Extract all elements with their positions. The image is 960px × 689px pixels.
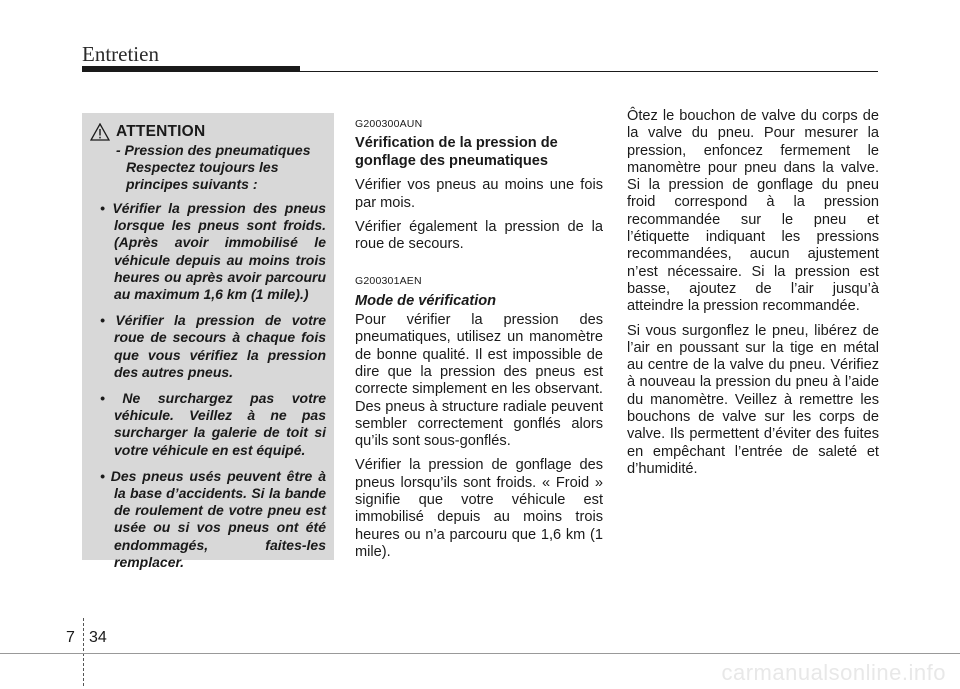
section-subheading: Mode de vérification <box>355 292 497 309</box>
paragraph: Si vous surgonflez le pneu, libérez de l’air en poussant sur la tige en métal au centre de la valve du pneu. Vérifiez à nouveau la pression du pneu à l’aide du manomètre. Veillez à remettre les bouchons de valve sur les corps de valve. Ils permettent d’éviter des fuites en empêchant l’entrée de saleté et d’humidité. <box>627 322 879 477</box>
paragraph: Vérifier vos pneus au moins une fois par mois. <box>355 177 603 211</box>
attention-header <box>90 123 326 141</box>
page-header-title: Entretien <box>82 42 159 66</box>
chapter-number: 7 <box>66 629 75 646</box>
header-rule-thick <box>82 66 300 72</box>
paragraph: Vérifier la pression de gonflage des pneus lorsqu’ils sont froids. « Froid » signifie que votre véhicule est immobilisé depuis au moins trois heures ou n’a parcouru que 1,6 km (1 mile). <box>355 457 603 560</box>
paragraph: Ôtez le bouchon de valve du corps de la valve du pneu. Pour mesurer la pression, enfoncez fermement le manomètre pour pneu dans la valve. Si la pression de gonflage du pneu froid correspond à la pression recommandée sur le pneu et l’étiquette indiquant les pressions recommandées, aucun ajustement n’est nécessaire. Si la pression est basse, ajoutez de l’air jusqu’à atteindre la pression recommandée. <box>627 108 879 315</box>
attention-title: ATTENTION <box>116 123 206 140</box>
paragraph: Pour vérifier la pression des pneumatiques, utilisez un manomètre de bonne qualité. Il est impossible de dire que la pression des pneus est correcte simplement en les observant. Des pneus à structure radiale peuvent sembler correctement gonflés alors qu’ils sont sous-gonflés. <box>355 312 603 450</box>
footer-rule <box>0 653 960 654</box>
right-column <box>627 108 879 485</box>
attention-item: • Vérifier la pression de votre roue de secours à chaque fois que vous vérifiez la pression des autres pneus. <box>100 312 326 380</box>
attention-list <box>90 200 326 571</box>
attention-subtitle: - Pression des pneumatiques Respectez toujours les principes suivants : <box>116 142 311 192</box>
middle-column <box>355 116 603 568</box>
section-code: G200301AEN <box>355 275 422 288</box>
watermark-text: carmanualsonline.info <box>721 660 946 685</box>
warning-triangle-icon <box>90 123 110 141</box>
attention-item: • Ne surchargez pas votre véhicule. Veillez à ne pas surcharger la galerie de toit si votre véhicule en est équipé. <box>100 390 326 458</box>
attention-item: • Des pneus usés peuvent être à la base d’accidents. Si la bande de roulement de votre pneu est usée ou si vos pneus ont été endommagés, faites-les remplacer. <box>100 467 326 570</box>
attention-item: • Vérifier la pression des pneus lorsque les pneus sont froids. (Après avoir immobilisé le véhicule depuis au moins trois heures ou après avoir parcouru au maximum 1,6 km (1 mile).) <box>100 200 326 303</box>
header-rule-thin <box>300 71 878 72</box>
paragraph: Vérifier également la pression de la roue de secours. <box>355 218 603 253</box>
attention-box <box>82 113 334 570</box>
section-code: G200300AUN <box>355 118 423 130</box>
section-heading: Vérification de la pression de gonflage des pneumatiques <box>355 135 558 169</box>
page-number: 34 <box>89 629 107 646</box>
